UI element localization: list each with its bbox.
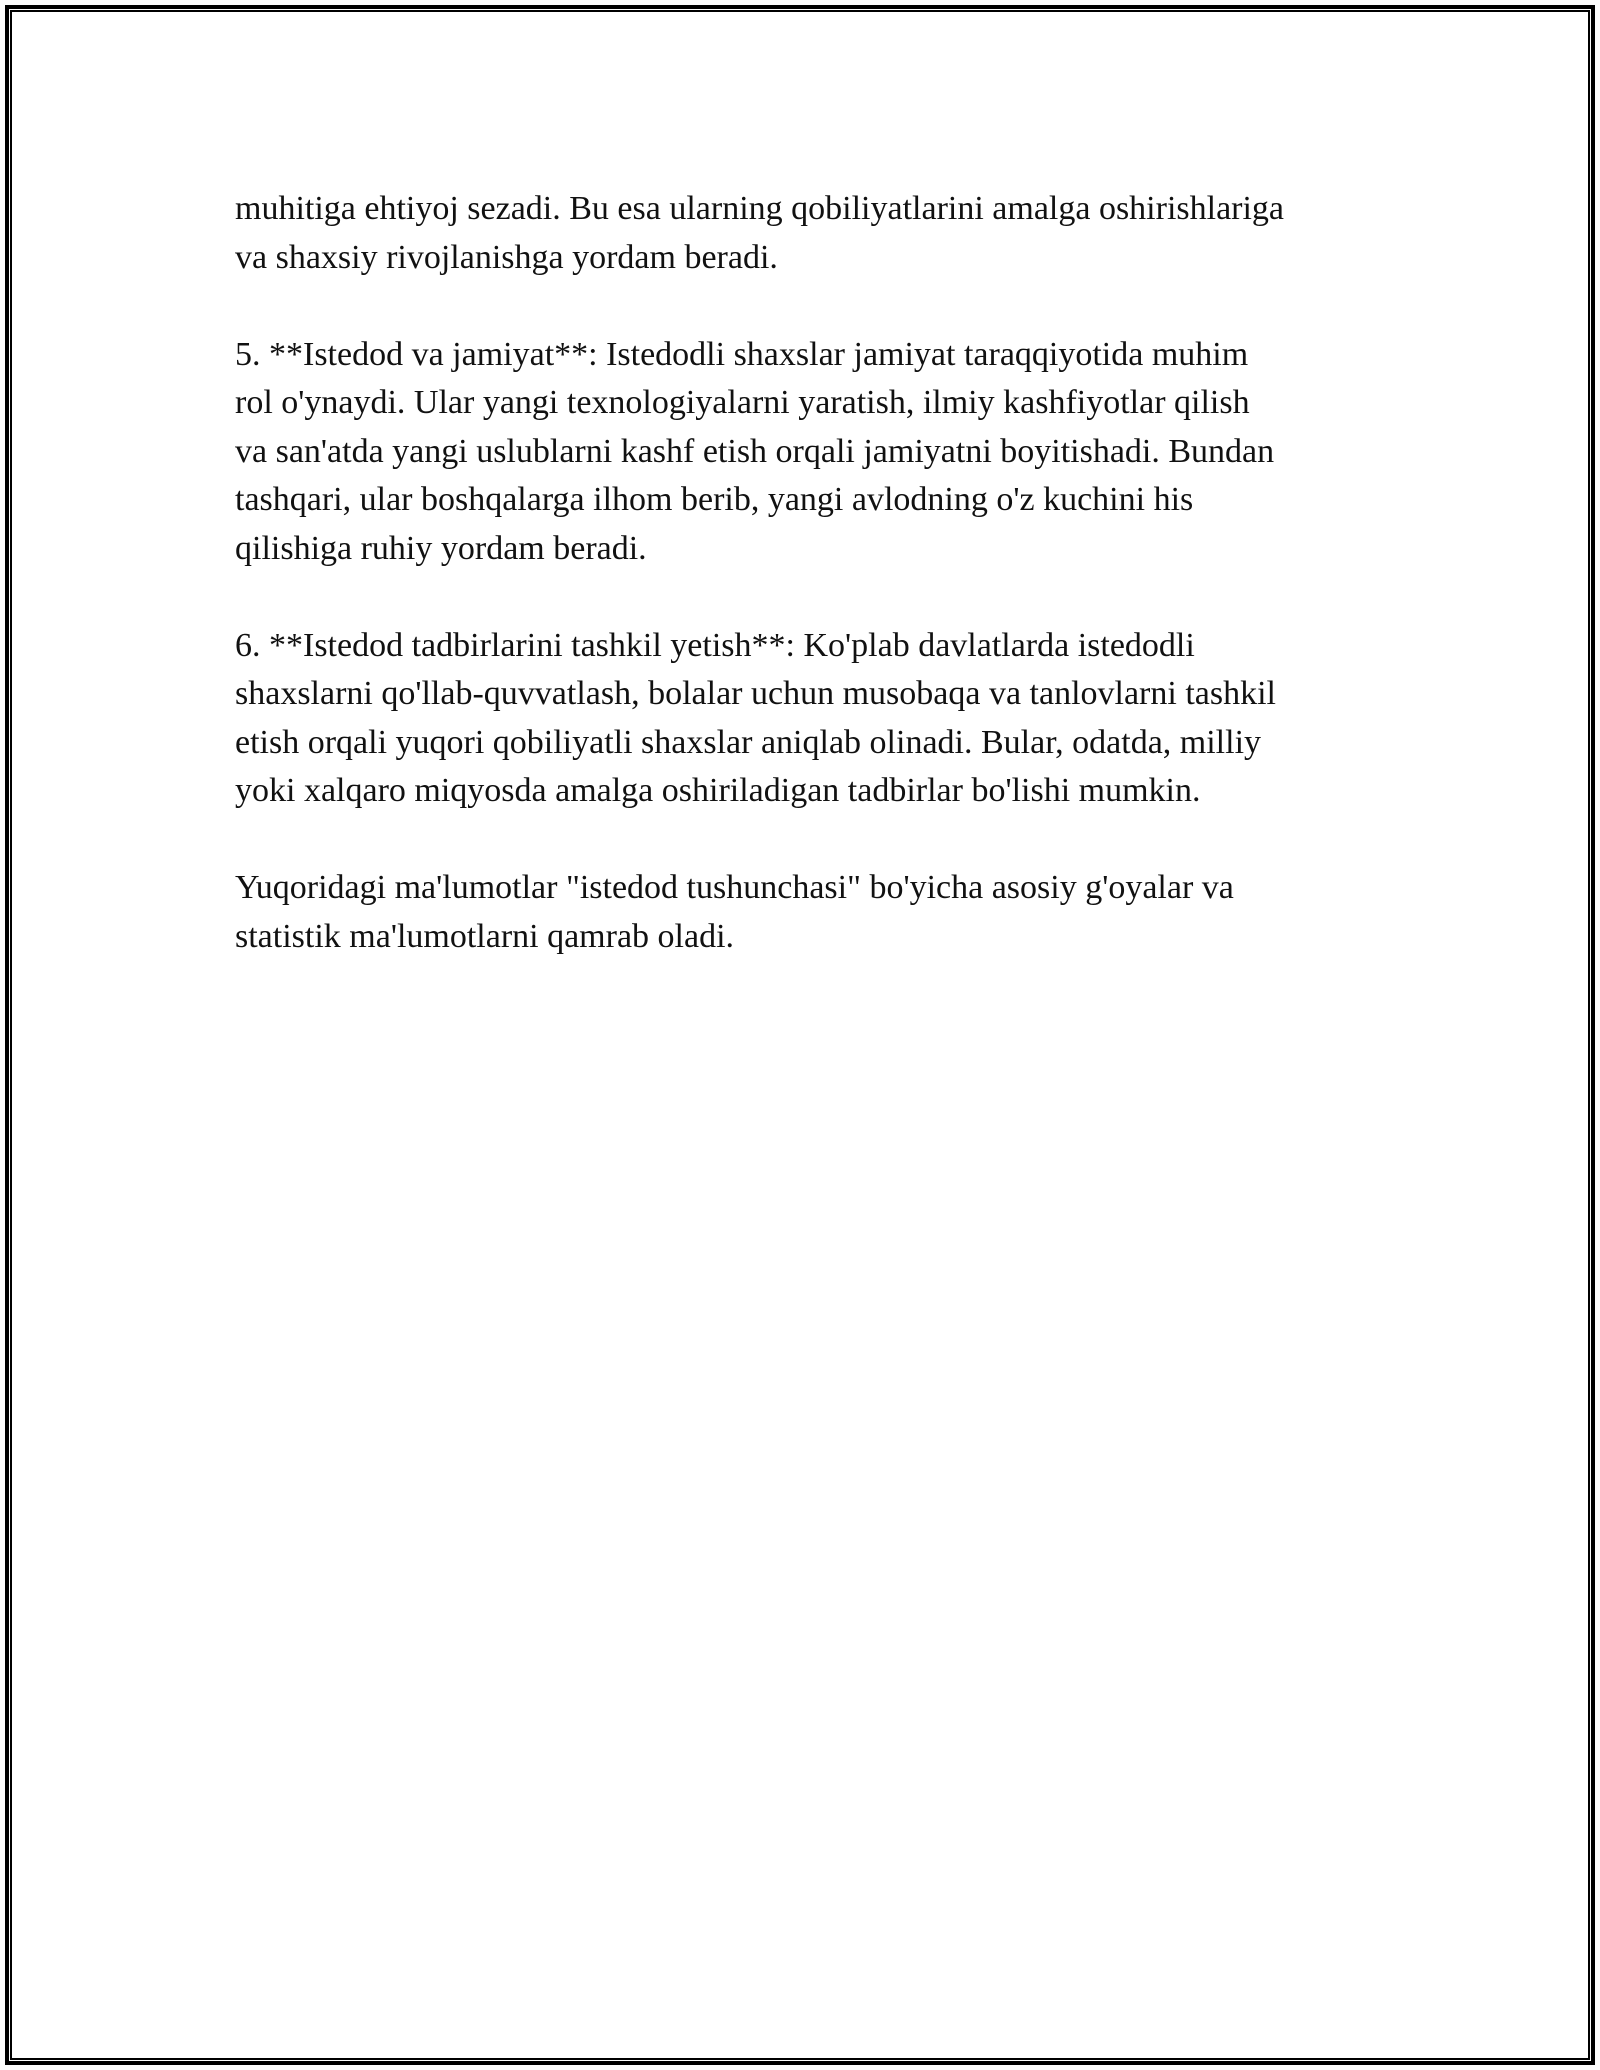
paragraph-item-6: 6. **Istedod tadbirlarini tashkil yetish**: Ko'plab davlatlarda istedodli shaxslarni qo'llab-quvvatlash, bolalar uchun musobaqa va tanlovlarni tashkil etish orqali yuqori qobiliyatli shaxslar aniqlab olinadi. Bular, odatda, milliy yoki xalqaro miqyosda amalga oshiriladigan tadbirlar bo'lishi mumkin. bbox=[235, 626, 1276, 809]
paragraph-continuation: muhitiga ehtiyoj sezadi. Bu esa ularning qobiliyatlarini amalga oshirishlariga va shaxsiy rivojlanishga yordam beradi. bbox=[235, 190, 1285, 276]
document-body bbox=[235, 185, 1395, 1010]
paragraph-item-5: 5. **Istedod va jamiyat**: Istedodli shaxslar jamiyat taraqqiyotida muhim rol o'ynaydi. Ular yangi texnologiyalarni yaratish, ilmiy kashfiyotlar qilish va san'atda yangi uslublarni kashf etish orqali jamiyatni boyitishadi. Bundan tashqari, ular boshqalarga ilhom berib, yangi avlodning o'z kuchini his qilishiga ruhiy yordam beradi. bbox=[235, 335, 1275, 567]
paragraph-conclusion: Yuqoridagi ma'lumotlar "istedod tushunchasi" bo'yicha asosiy g'oyalar va statistik ma'lumotlarni qamrab oladi. bbox=[235, 869, 1234, 955]
